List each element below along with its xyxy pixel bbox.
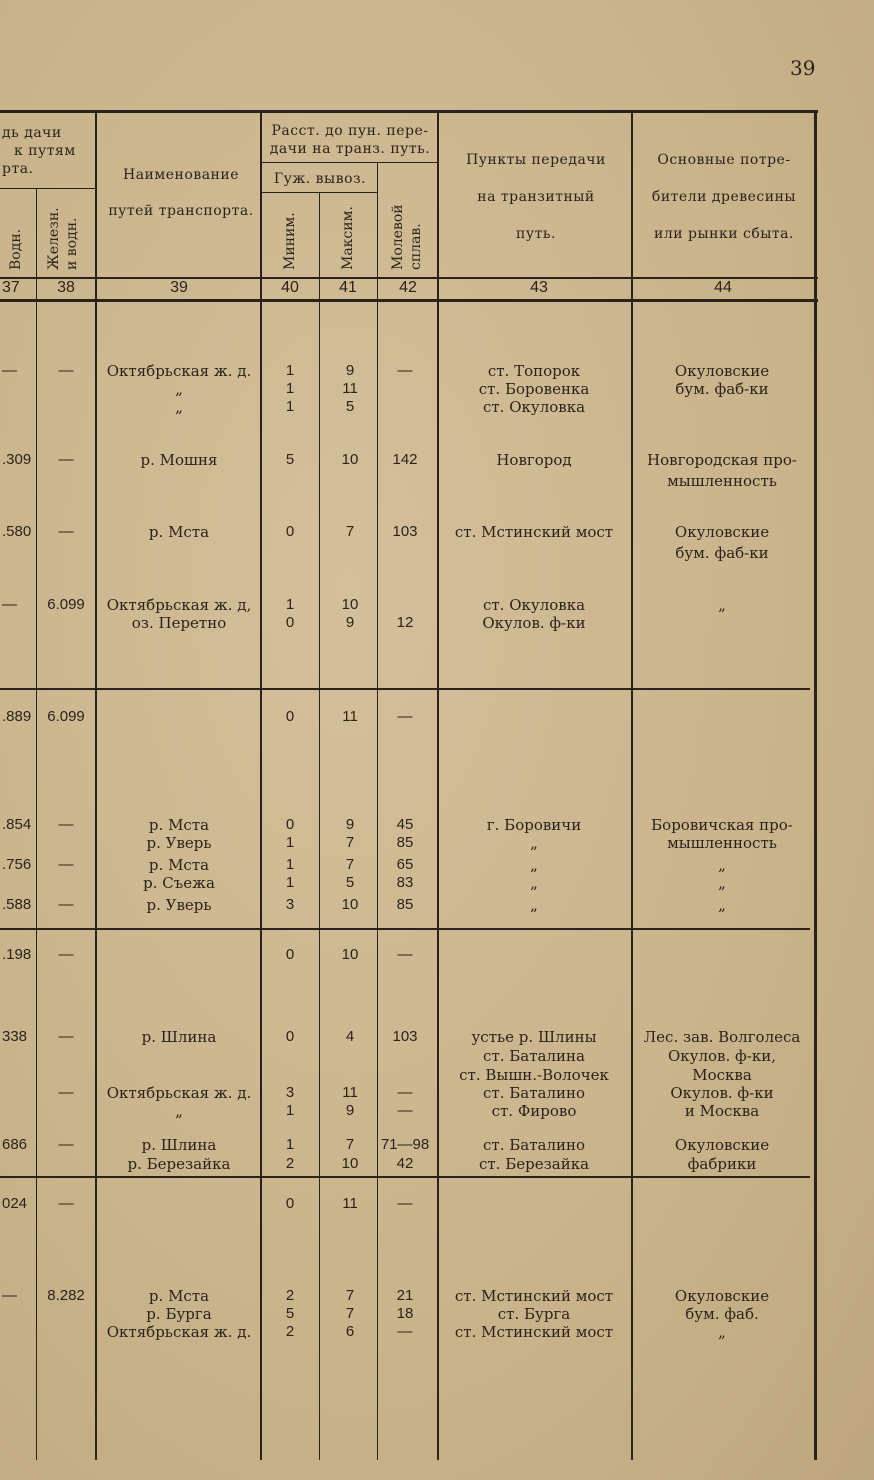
col-divider-e	[377, 162, 378, 1460]
cell-splav: 103	[392, 523, 418, 540]
cell-route: р. Березайка	[127, 1155, 231, 1173]
transfer-title-line-1: Пункты передачи	[466, 152, 606, 168]
cell-splav: —	[397, 708, 413, 725]
cell-consumer: мышленность	[667, 834, 777, 852]
cell-max: 9	[345, 1102, 355, 1119]
cell-point: „	[530, 896, 538, 914]
cell-max: 11	[342, 1195, 358, 1212]
cell-route: оз. Перетно	[131, 614, 227, 632]
dist-subheader-line	[262, 162, 438, 163]
cell-b: —	[58, 896, 74, 913]
cell-max: 4	[345, 1028, 355, 1045]
cell-a: —	[2, 596, 17, 613]
cell-max: 11	[342, 380, 358, 397]
col-divider-d	[319, 192, 320, 1460]
cell-consumer: и Москва	[684, 1102, 760, 1120]
cell-point: ст. Баталино	[483, 1084, 585, 1102]
cell-point: ст. Бурга	[497, 1305, 571, 1323]
cell-route: „	[175, 1102, 183, 1120]
cell-a: —	[2, 362, 17, 379]
cell-point: ст. Вышн.-Волочек	[459, 1066, 609, 1084]
cell-a: .198	[2, 946, 32, 963]
cell-min: 5	[285, 451, 295, 468]
cell-b: —	[58, 946, 74, 963]
cell-point: „	[530, 834, 538, 852]
cell-min: 1	[285, 398, 295, 415]
col-divider-f	[437, 110, 439, 1460]
cell-point: Новгород	[496, 451, 572, 469]
cell-min: 1	[285, 362, 295, 379]
cell-a: .854	[2, 816, 32, 833]
cell-b: —	[58, 1195, 74, 1212]
rail-water-header-1: Железн.	[46, 207, 62, 270]
cell-min: 1	[285, 596, 295, 613]
cell-splav: 71—98	[380, 1136, 430, 1153]
cell-max: 10	[341, 946, 359, 963]
cell-route: Октябрьская ж. д.	[106, 362, 252, 380]
max-header: Максим.	[340, 206, 356, 270]
cell-min: 1	[285, 856, 295, 873]
cell-a: .580	[2, 523, 32, 540]
col-divider-a	[36, 188, 37, 1460]
cell-point: ст. Баталино	[483, 1136, 585, 1154]
cell-point: ст. Фирово	[491, 1102, 577, 1120]
cell-min: 1	[285, 1102, 295, 1119]
cell-splav: 103	[392, 1028, 418, 1045]
colnum-38: 38	[57, 279, 75, 296]
cell-consumer: Окуловские	[674, 362, 770, 380]
cell-min: 0	[285, 523, 295, 540]
colnum-39: 39	[170, 279, 188, 296]
cell-splav: 85	[396, 834, 414, 851]
col-divider-g	[631, 110, 633, 1460]
cell-a: 686	[2, 1136, 28, 1153]
cell-min: 2	[285, 1323, 295, 1340]
cell-max: 9	[345, 362, 355, 379]
cell-min: 5	[285, 1305, 295, 1322]
cell-max: 6	[345, 1323, 355, 1340]
colnum-41: 41	[339, 279, 357, 296]
cell-max: 7	[345, 523, 355, 540]
cell-route: р. Шлина	[141, 1136, 217, 1154]
cell-a: .889	[2, 708, 32, 725]
cell-consumer: Боровичская про-	[651, 816, 793, 834]
cell-max: 11	[342, 1084, 358, 1101]
cell-route: „	[175, 380, 183, 398]
section-divider-3	[0, 1176, 810, 1178]
cell-splav: 142	[392, 451, 418, 468]
consumers-title-line-2: бители древесины	[651, 189, 797, 205]
transfer-title-line-2: на транзитный	[477, 189, 595, 205]
cell-max: 10	[341, 896, 359, 913]
cell-max: 11	[342, 708, 358, 725]
cell-min: 0	[285, 946, 295, 963]
cell-consumer: Москва	[692, 1066, 752, 1084]
cell-max: 7	[345, 1305, 355, 1322]
cell-max: 9	[345, 816, 355, 833]
cell-consumer: Новгородская про-	[647, 451, 797, 469]
cell-consumer: „	[718, 1323, 726, 1341]
consumers-title-line-1: Основные потре-	[657, 152, 791, 168]
route-title-line-2: путей транспорта.	[108, 203, 254, 219]
cell-min: 1	[285, 874, 295, 891]
guzh-subheader-line	[262, 192, 378, 193]
cell-splav: 65	[396, 856, 414, 873]
cell-splav: —	[397, 362, 413, 379]
section-divider-2	[0, 928, 810, 930]
cell-max: 7	[345, 856, 355, 873]
cell-max: 9	[345, 614, 355, 631]
cell-route: Октябрьская ж. д.	[106, 1323, 252, 1341]
area-title-line-1: дь дачи	[2, 125, 62, 141]
cell-consumer: бум. фаб-ки	[675, 380, 769, 398]
water-route-header: Водн.	[8, 228, 24, 270]
cell-min: 3	[285, 1084, 295, 1101]
cell-min: 0	[285, 708, 295, 725]
splav-header-1: Молевой	[390, 204, 406, 270]
cell-consumer: Окулов. ф-ки,	[668, 1047, 776, 1065]
cell-max: 10	[341, 1155, 359, 1172]
cell-route: р. Мста	[148, 1287, 210, 1305]
cell-point: ст. Баталина	[483, 1047, 585, 1065]
cell-min: 0	[285, 1028, 295, 1045]
cell-b: —	[58, 1028, 74, 1045]
cell-point: ст. Березайка	[478, 1155, 590, 1173]
table-right-border	[814, 110, 817, 1460]
area-title-line-2: к путям	[14, 143, 76, 159]
cell-min: 3	[285, 896, 295, 913]
cell-max: 10	[341, 451, 359, 468]
cell-consumer: Лес. зав. Волголеса	[643, 1028, 801, 1046]
colnum-43: 43	[530, 279, 548, 296]
cell-route: р. Мста	[148, 523, 210, 541]
cell-point: „	[530, 874, 538, 892]
dist-title-line-2: дачи на транз. путь.	[269, 141, 431, 157]
cell-route: Октябрьская ж. д.	[106, 1084, 252, 1102]
cell-consumer: мышленность	[667, 472, 777, 490]
cell-splav: 42	[396, 1155, 414, 1172]
cell-a: 024	[2, 1195, 28, 1212]
cell-a: .309	[2, 451, 32, 468]
cell-max: 7	[345, 834, 355, 851]
cell-b: —	[58, 451, 74, 468]
colnum-42: 42	[399, 279, 417, 296]
cell-point: Окулов. ф-ки	[482, 614, 586, 632]
cell-splav: 12	[396, 614, 414, 631]
cell-splav: —	[397, 1323, 413, 1340]
cell-b: —	[58, 523, 74, 540]
consumers-title-line-3: или рынки сбыта.	[654, 226, 794, 242]
cell-consumer: „	[718, 856, 726, 874]
cell-consumer: бум. фаб-ки	[675, 544, 769, 562]
cell-consumer: „	[718, 874, 726, 892]
cell-point: ст. Мстинский мост	[454, 1323, 614, 1341]
cell-point: ст. Топорок	[487, 362, 581, 380]
cell-route: р. Уверь	[146, 834, 212, 852]
cell-min: 1	[285, 380, 295, 397]
colnum-37: 37	[2, 279, 20, 296]
rail-water-header-2: и водн.	[64, 217, 80, 270]
cell-min: 0	[285, 1195, 295, 1212]
cell-max: 7	[345, 1136, 355, 1153]
cell-point: „	[530, 856, 538, 874]
cell-a: .756	[2, 856, 32, 873]
cell-min: 0	[285, 816, 295, 833]
col-divider-c	[260, 110, 262, 1460]
cell-b: —	[58, 362, 74, 379]
cell-consumer: бум. фаб.	[685, 1305, 759, 1323]
cell-splav: 18	[396, 1305, 414, 1322]
cell-point: ст. Мстинский мост	[454, 1287, 614, 1305]
cell-max: 10	[341, 596, 359, 613]
colnum-bottom-border	[0, 299, 818, 302]
cell-route: р. Мста	[148, 856, 210, 874]
cell-min: 0	[285, 614, 295, 631]
cell-route: р. Шлина	[141, 1028, 217, 1046]
cell-splav: —	[397, 1195, 413, 1212]
cell-route: Октябрьская ж. д,	[106, 596, 252, 614]
splav-header-2: сплав.	[408, 223, 424, 270]
cell-b: 8.282	[47, 1287, 85, 1304]
cell-splav: 21	[396, 1287, 414, 1304]
cell-consumer: фабрики	[687, 1155, 757, 1173]
cell-point: ст. Окуловка	[482, 596, 586, 614]
cell-point: г. Боровичи	[486, 816, 582, 834]
cell-min: 1	[285, 834, 295, 851]
area-title-line-3: рта.	[2, 161, 34, 177]
cell-splav: —	[397, 1084, 413, 1101]
cell-b: 6.099	[47, 708, 85, 725]
cell-max: 5	[345, 398, 355, 415]
area-subheader-line	[0, 188, 95, 189]
cell-route: р. Уверь	[146, 896, 212, 914]
cell-min: 2	[285, 1287, 295, 1304]
cell-b: —	[58, 816, 74, 833]
cell-b: 6.099	[47, 596, 85, 613]
transfer-title-line-3: путь.	[516, 226, 556, 242]
cell-consumer: Окуловские	[674, 1136, 770, 1154]
cell-consumer: Окуловские	[674, 1287, 770, 1305]
cell-consumer: Окуловские	[674, 523, 770, 541]
guzh-title: Гуж. вывоз.	[273, 171, 367, 187]
cell-splav: 85	[396, 896, 414, 913]
cell-consumer: Окулов. ф-ки	[670, 1084, 774, 1102]
cell-point: устье р. Шлины	[471, 1028, 597, 1046]
cell-splav: —	[397, 946, 413, 963]
cell-splav: 45	[396, 816, 414, 833]
table-top-border	[0, 110, 818, 113]
cell-a: .588	[2, 896, 32, 913]
cell-max: 7	[345, 1287, 355, 1304]
cell-route: р. Бурга	[146, 1305, 212, 1323]
colnum-44: 44	[714, 279, 732, 296]
colnum-40: 40	[281, 279, 299, 296]
cell-min: 1	[285, 1136, 295, 1153]
cell-consumer: „	[718, 896, 726, 914]
cell-a: 338	[2, 1028, 28, 1045]
route-title-line-1: Наименование	[123, 167, 239, 183]
cell-b: —	[58, 856, 74, 873]
cell-point: ст. Боровенка	[478, 380, 590, 398]
cell-point: ст. Окуловка	[482, 398, 586, 416]
cell-splav: 83	[396, 874, 414, 891]
cell-min: 2	[285, 1155, 295, 1172]
min-header: Миним.	[282, 212, 298, 270]
cell-a: —	[2, 1287, 17, 1304]
cell-point: ст. Мстинский мост	[454, 523, 614, 541]
cell-splav: —	[397, 1102, 413, 1119]
cell-b: —	[58, 1084, 74, 1101]
dist-title-line-1: Расст. до пун. пере-	[271, 123, 429, 139]
cell-consumer: „	[718, 596, 726, 614]
cell-route: р. Съежа	[143, 874, 215, 892]
cell-route: р. Мста	[148, 816, 210, 834]
cell-max: 5	[345, 874, 355, 891]
page-number: 39	[790, 56, 816, 80]
cell-route: „	[175, 398, 183, 416]
cell-b: —	[58, 1136, 74, 1153]
col-divider-b	[95, 110, 97, 1460]
section-divider-1	[0, 688, 810, 690]
cell-route: р. Мошня	[140, 451, 218, 469]
